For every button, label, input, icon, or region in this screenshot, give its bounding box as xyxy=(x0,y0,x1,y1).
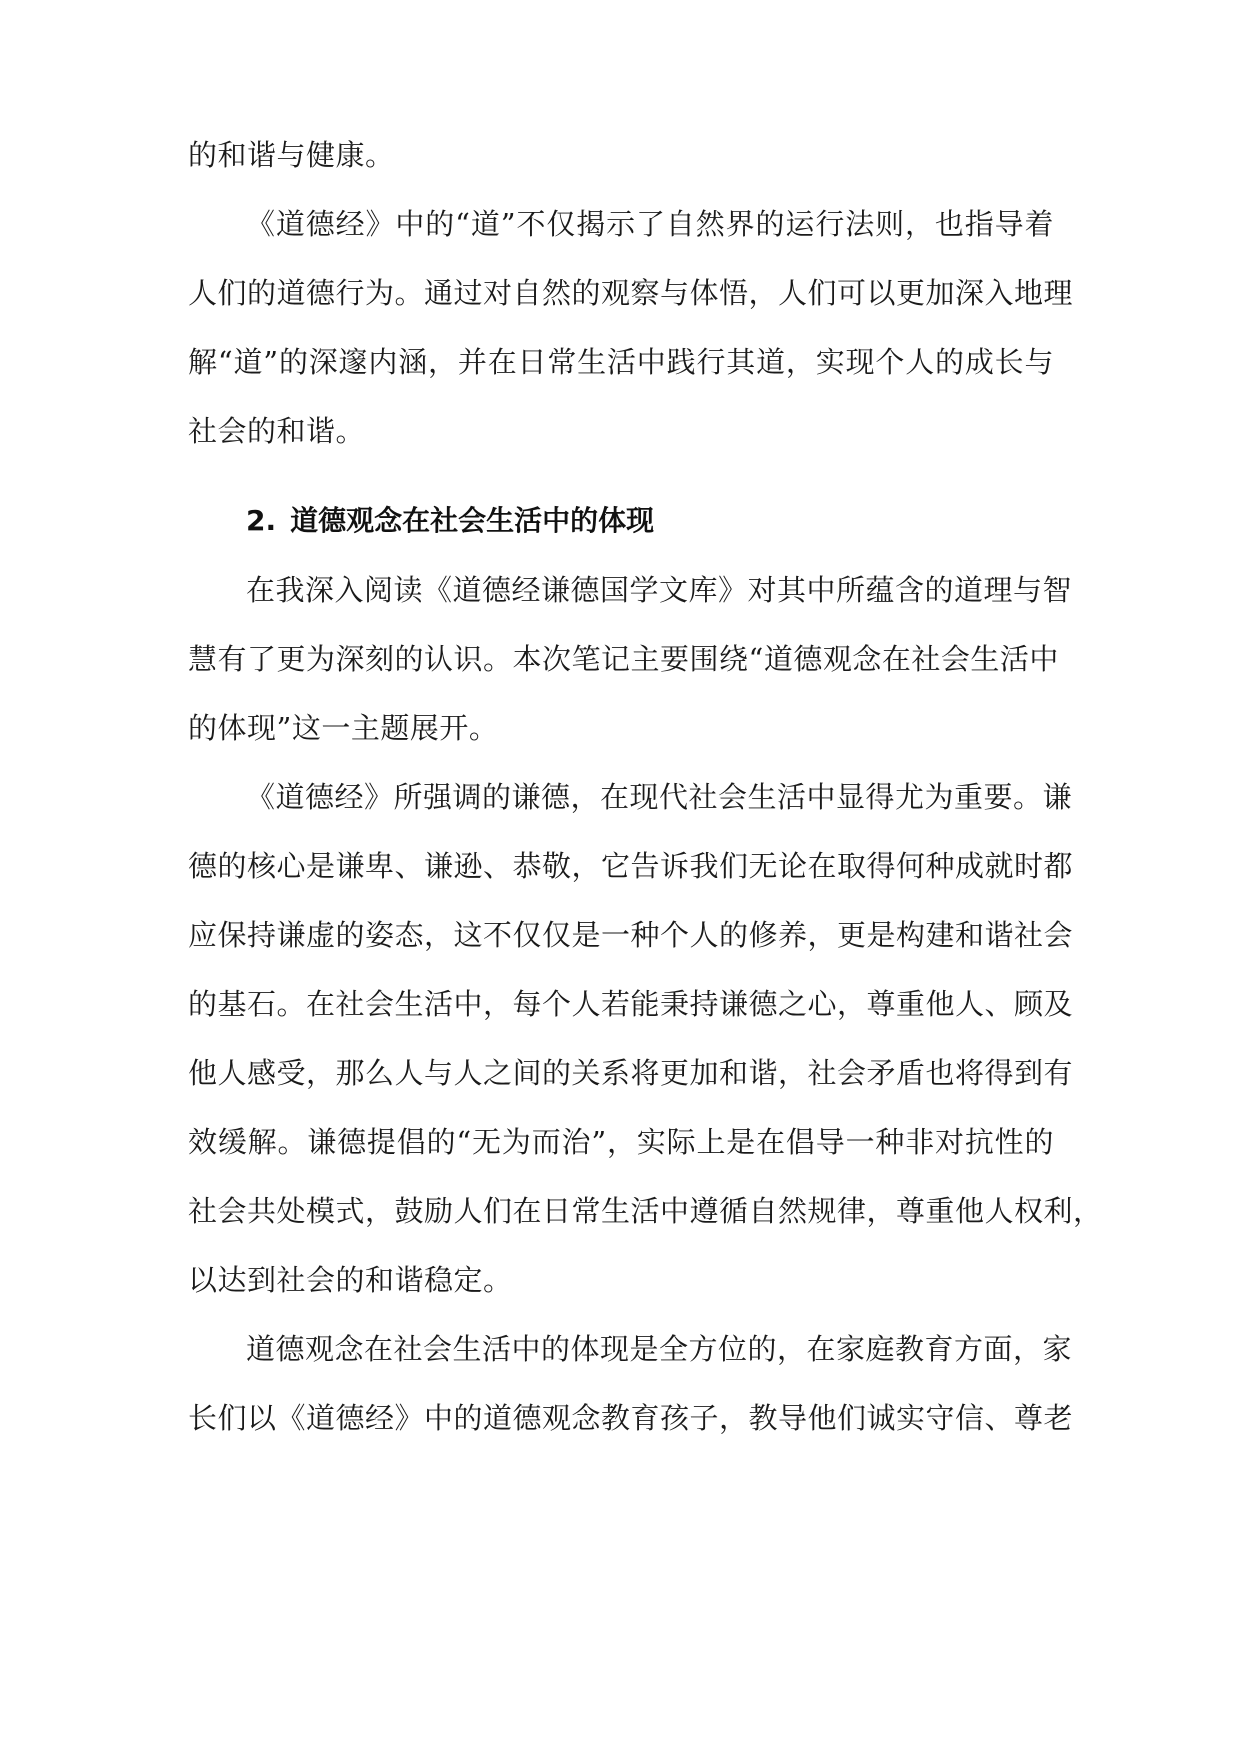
section-number: 2. xyxy=(246,504,277,537)
paragraph-line: 的体现”这一主题展开。 xyxy=(188,711,499,745)
paragraph-line: 他人感受，那么人与人之间的关系将更加和谐，社会矛盾也将得到有 xyxy=(188,1056,1074,1090)
paragraph-line: 的和谐与健康。 xyxy=(188,138,395,172)
paragraph-line: 人们的道德行为。通过对自然的观察与体悟，人们可以更加深入地理 xyxy=(188,276,1074,310)
paragraph-line: 社会共处模式，鼓励人们在日常生活中遵循自然规律，尊重他人权利， xyxy=(188,1194,1103,1228)
paragraph-line: 慧有了更为深刻的认识。本次笔记主要围绕“道德观念在社会生活中 xyxy=(188,642,1059,676)
paragraph-line: 解“道”的深邃内涵，并在日常生活中践行其道，实现个人的成长与 xyxy=(188,345,1054,379)
paragraph-line: 道德观念在社会生活中的体现是全方位的，在家庭教育方面，家 xyxy=(246,1332,1073,1366)
paragraph-line: 效缓解。谦德提倡的“无为而治”，实际上是在倡导一种非对抗性的 xyxy=(188,1125,1054,1159)
paragraph-line: 长们以《道德经》中的道德观念教育孩子，教导他们诚实守信、尊老 xyxy=(188,1401,1074,1435)
paragraph-line: 社会的和谐。 xyxy=(188,414,366,448)
paragraph-line: 应保持谦虚的姿态，这不仅仅是一种个人的修养，更是构建和谐社会 xyxy=(188,918,1074,952)
paragraph-line: 在我深入阅读《道德经谦德国学文库》对其中所蕴含的道理与智 xyxy=(246,573,1073,607)
paragraph-line: 德的核心是谦卑、谦逊、恭敬，它告诉我们无论在取得何种成就时都 xyxy=(188,849,1074,883)
section-title: 道德观念在社会生活中的体现 xyxy=(290,504,655,537)
paragraph-line: 《道德经》中的“道”不仅揭示了自然界的运行法则，也指导着 xyxy=(246,207,1054,241)
paragraph-line: 《道德经》所强调的谦德，在现代社会生活中显得尤为重要。谦 xyxy=(246,780,1073,814)
paragraph-line: 的基石。在社会生活中，每个人若能秉持谦德之心，尊重他人、顾及 xyxy=(188,987,1074,1021)
section-heading xyxy=(246,501,654,541)
paragraph-line: 以达到社会的和谐稳定。 xyxy=(188,1263,513,1297)
